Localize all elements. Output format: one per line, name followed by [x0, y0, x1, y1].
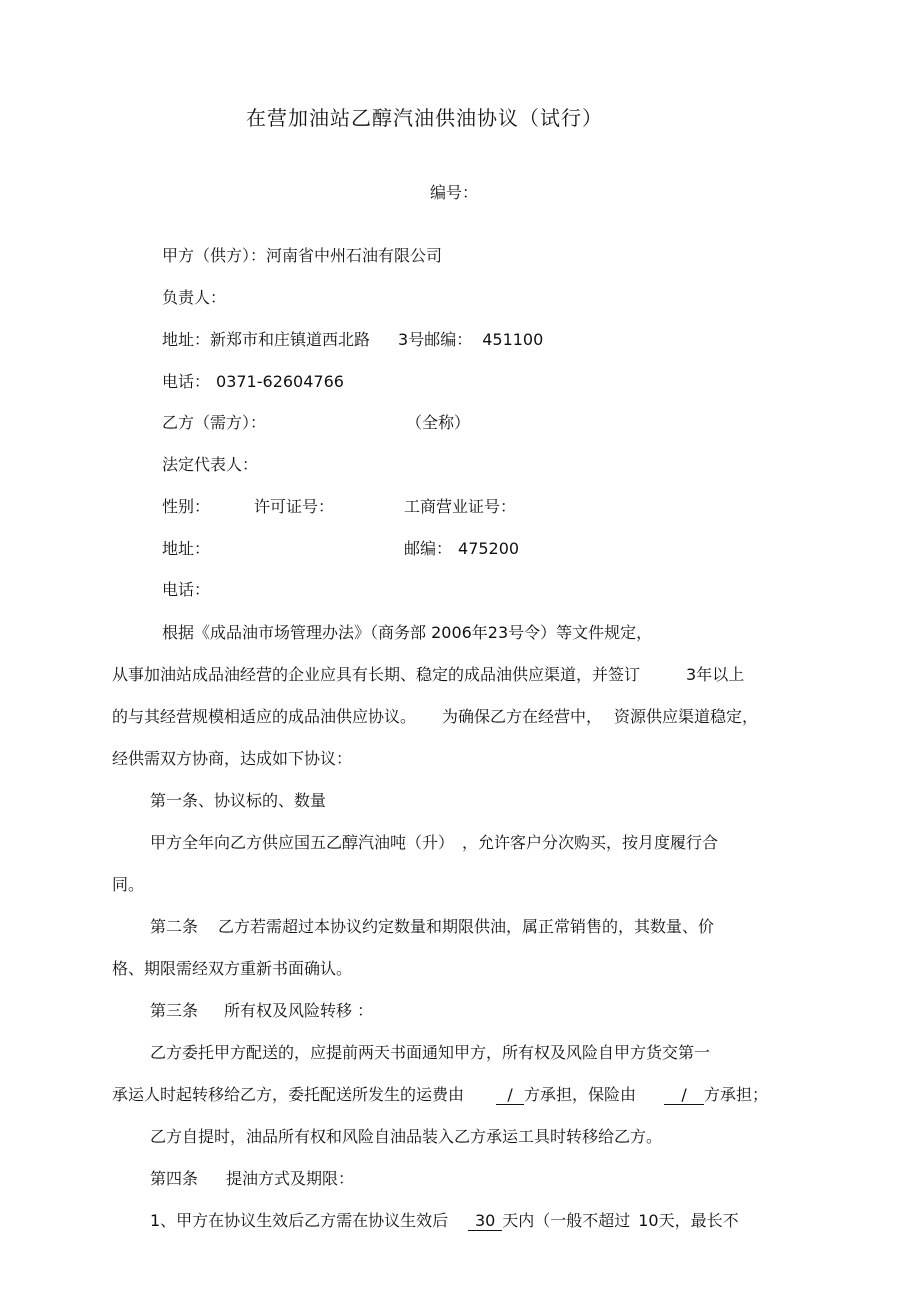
article-1-body-line-1: [150, 833, 718, 853]
article-3-body-text-a: 承运人时起转移给乙方，委托配送所发生的运费由: [112, 1085, 465, 1104]
party-b-legal-representative: 法定代表人：: [162, 455, 259, 474]
article-3-body-line-2: [112, 1085, 768, 1105]
article-3-title: 所有权及风险转移 ：: [224, 1001, 374, 1020]
party-a-name: 甲方（供方）：河南省中州石油有限公司: [162, 246, 443, 265]
article-1-body-line-2: 同。: [112, 875, 145, 894]
article-4-heading: 第四条: [150, 1169, 199, 1188]
preamble-line-3: [112, 707, 758, 727]
article-2-line-1: [150, 917, 714, 937]
article-1-body-text-b: ，允许客户分次购买，按月度履行合: [462, 833, 719, 852]
party-a-phone-number: 0371-62604766: [216, 372, 344, 391]
preamble-line-1: 根据《成品油市场管理办法》（商务部 2006年23号令）等文件规定，: [162, 623, 653, 642]
preamble-line-3-text-a: 的与其经营规模相适应的成品油供应协议。: [112, 707, 417, 726]
party-b-postcode-value: 475200: [458, 539, 520, 558]
serial-number-label: 编号：: [430, 183, 479, 202]
freight-party-blank: /: [496, 1086, 524, 1105]
party-b-business-license: 工商营业证号：: [404, 497, 517, 516]
insurance-party-blank: /: [664, 1086, 704, 1105]
party-a-address-number: 3号邮编：: [398, 330, 473, 349]
party-b-address-label: 地址：: [162, 539, 211, 558]
party-a-phone-label: 电话：: [162, 372, 211, 391]
article-2-heading: 第二条: [150, 917, 199, 936]
party-b-gender: 性别：: [162, 497, 211, 516]
party-b-full-name-hint: （全称）: [406, 413, 471, 432]
article-4-item-1: [150, 1211, 739, 1231]
article-3-line-1: [150, 1001, 373, 1021]
article-1-body-text-a: 甲方全年向乙方供应国五乙醇汽油吨（升）: [150, 833, 447, 852]
party-a-phone: [162, 372, 344, 392]
document-title: 在营加油站乙醇汽油供油协议（试行）: [246, 106, 603, 130]
party-a-person-in-charge: 负责人：: [162, 288, 227, 307]
article-3-body-text-b: 方承担，保险由: [524, 1085, 637, 1104]
article-3-body-line-3: 乙方自提时，油品所有权和风险自油品装入乙方承运工具时转移给乙方。: [150, 1127, 663, 1146]
preamble-line-2-text: 从事加油站成品油经营的企业应具有长期、稳定的成品油供应渠道，并签订: [112, 665, 641, 684]
article-4-title: 提油方式及期限：: [226, 1169, 355, 1188]
party-b-postcode-label: 邮编：: [404, 539, 453, 558]
party-b-phone-label: 电话：: [162, 580, 211, 599]
article-3-body-line-1: 乙方委托甲方配送的，应提前两天书面通知甲方，所有权及风险自甲方货交第一: [150, 1043, 711, 1062]
article-4-item-1-text-a: 1、甲方在协议生效后乙方需在协议生效后: [150, 1211, 449, 1230]
party-b-postcode: [404, 539, 519, 559]
party-b-license-number: 许可证号：: [254, 497, 335, 516]
article-4-line-1: [150, 1169, 354, 1189]
article-3-heading: 第三条: [150, 1001, 199, 1020]
preamble-line-2: [112, 665, 744, 685]
party-a-postcode: 451100: [482, 330, 544, 349]
preamble-line-3-text-c: 资源供应渠道稳定，: [614, 707, 759, 726]
preamble-line-3-text-b: 为确保乙方在经营中，: [442, 707, 603, 726]
article-4-item-1-text-c: 10天，最长不: [638, 1211, 739, 1230]
article-3-body-text-c: 方承担；: [704, 1085, 769, 1104]
article-2-line-2: 格、期限需经双方重新书面确认。: [112, 959, 353, 978]
party-a-address-label: 地址：新郑市和庄镇道西北路: [162, 330, 371, 349]
article-2-body-text: 乙方若需超过本协议约定数量和期限供油，属正常销售的，其数量、价: [218, 917, 715, 936]
days-blank: 30: [468, 1212, 502, 1231]
party-a-address: [162, 330, 543, 350]
preamble-line-4: 经供需双方协商，达成如下协议：: [112, 749, 353, 768]
party-b-name-label: 乙方（需方）：: [162, 413, 267, 432]
article-4-item-1-text-b: 天内（一般不超过: [502, 1211, 631, 1230]
preamble-line-2-term: 3年以上: [686, 665, 745, 684]
article-1-heading: 第一条、协议标的、数量: [150, 791, 327, 810]
